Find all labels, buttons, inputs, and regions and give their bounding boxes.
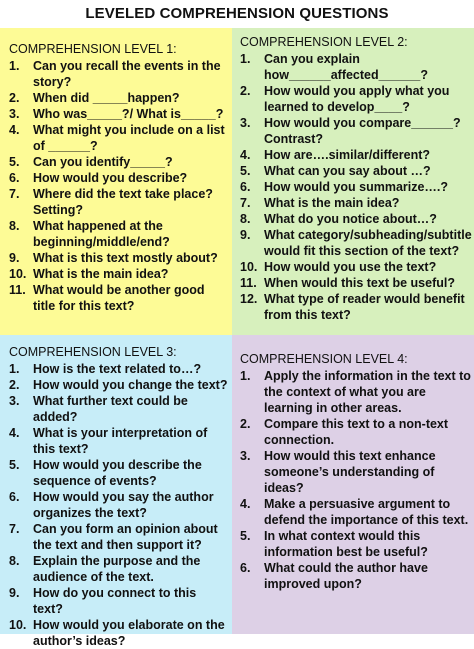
question-text: What would be another good title for this text? — [33, 283, 205, 313]
question-text: What is the main idea? — [33, 267, 169, 281]
question-number: 6. — [9, 171, 20, 185]
question-number: 2. — [240, 417, 251, 431]
question-number: 5. — [240, 529, 251, 543]
question-text: Can you identify_____? — [33, 155, 173, 169]
question-text: What could the author have improved upon? — [264, 561, 428, 591]
question-number: 9. — [9, 586, 20, 600]
question-item — [9, 377, 228, 393]
level-4-heading: COMPREHENSION LEVEL 4: — [240, 352, 408, 366]
question-text: What might you include on a list of ______? — [33, 123, 225, 153]
question-text: What is the main idea? — [264, 196, 400, 210]
question-number: 6. — [240, 561, 251, 575]
question-number: 1. — [9, 59, 20, 73]
question-item — [9, 266, 228, 282]
question-text: Make a persuasive argument to defend the importance of this text. — [264, 497, 469, 527]
question-text: Who was_____?/ What is_____? — [33, 107, 224, 121]
question-number: 5. — [9, 458, 20, 472]
question-item — [9, 186, 228, 218]
question-number: 1. — [240, 369, 251, 383]
question-text: What is this text mostly about? — [33, 251, 218, 265]
question-text: Compare this text to a non-text connection. — [264, 417, 449, 447]
question-number: 8. — [9, 219, 20, 233]
question-text: Apply the information in the text to the context of what you are learning in other areas. — [264, 369, 471, 415]
question-item — [240, 147, 472, 163]
question-text: How would you describe the sequence of events? — [33, 458, 202, 488]
question-item — [240, 227, 472, 259]
question-number: 6. — [240, 180, 251, 194]
question-text: Can you explain how______affected______? — [264, 52, 428, 82]
question-number: 1. — [240, 52, 251, 66]
question-number: 7. — [9, 522, 20, 536]
question-number: 3. — [9, 394, 20, 408]
question-number: 7. — [9, 187, 20, 201]
question-text: How would this text enhance someone’s understanding of ideas? — [264, 449, 436, 495]
level-1-heading: COMPREHENSION LEVEL 1: — [9, 42, 177, 56]
question-text: Can you form an opinion about the text and then support it? — [33, 522, 218, 552]
question-text: What type of reader would benefit from this text? — [264, 292, 465, 322]
level-3-list — [9, 361, 228, 649]
level-3-panel — [0, 335, 232, 648]
question-number: 7. — [240, 196, 251, 210]
question-number: 5. — [9, 155, 20, 169]
question-text: How would you change the text? — [33, 378, 228, 392]
question-item — [240, 496, 472, 528]
question-text: What do you notice about…? — [264, 212, 437, 226]
question-item — [240, 179, 472, 195]
question-number: 3. — [240, 449, 251, 463]
question-item — [9, 457, 228, 489]
question-item — [9, 154, 228, 170]
question-item — [9, 250, 228, 266]
question-item — [240, 560, 472, 592]
question-item — [9, 58, 228, 90]
question-number: 12. — [240, 292, 258, 306]
question-item — [9, 170, 228, 186]
level-1-list — [9, 58, 228, 314]
question-item — [240, 368, 472, 416]
question-number: 8. — [240, 212, 251, 226]
question-text: When did _____happen? — [33, 91, 180, 105]
question-text: When would this text be useful? — [264, 276, 455, 290]
question-item — [240, 275, 472, 291]
level-1-panel — [0, 28, 232, 335]
question-item — [9, 122, 228, 154]
question-item — [9, 617, 228, 649]
question-number: 2. — [9, 91, 20, 105]
question-item — [9, 425, 228, 457]
question-text: How would you summarize….? — [264, 180, 449, 194]
level-2-list — [240, 51, 472, 323]
question-number: 8. — [9, 554, 20, 568]
question-item — [240, 195, 472, 211]
question-item — [240, 259, 472, 275]
question-item — [240, 448, 472, 496]
level-4-list — [240, 368, 472, 592]
level-3-heading: COMPREHENSION LEVEL 3: — [9, 345, 177, 359]
levels-grid — [0, 28, 474, 648]
question-number: 4. — [240, 148, 251, 162]
question-text: What can you say about …? — [264, 164, 431, 178]
question-text: How would you describe? — [33, 171, 188, 185]
question-text: What category/subheading/subtitle would fit this section of the text? — [264, 228, 472, 258]
question-item — [9, 553, 228, 585]
page-title: LEVELED COMPREHENSION QUESTIONS — [85, 5, 389, 22]
question-text: How do you connect to this text? — [33, 586, 197, 616]
question-item — [9, 585, 228, 617]
question-text: Explain the purpose and the audience of the text. — [33, 554, 201, 584]
question-item — [9, 218, 228, 250]
level-2-panel — [232, 28, 474, 335]
question-number: 4. — [9, 426, 20, 440]
question-item — [9, 393, 228, 425]
question-text: How are….similar/different? — [264, 148, 431, 162]
question-text: Where did the text take place? Setting? — [33, 187, 213, 217]
question-number: 4. — [9, 123, 20, 137]
question-number: 2. — [9, 378, 20, 392]
question-item — [9, 282, 228, 314]
level-2-heading: COMPREHENSION LEVEL 2: — [240, 35, 408, 49]
question-number: 1. — [9, 362, 20, 376]
question-number: 10. — [9, 618, 27, 632]
question-item — [240, 163, 472, 179]
question-number: 11. — [240, 276, 257, 290]
question-number: 3. — [9, 107, 20, 121]
question-number: 4. — [240, 497, 251, 511]
question-text: What further text could be added? — [33, 394, 188, 424]
question-text: How would you compare______? Contrast? — [264, 116, 461, 146]
question-text: Can you recall the events in the story? — [33, 59, 221, 89]
question-item — [9, 90, 228, 106]
question-text: In what context would this information best be useful? — [264, 529, 428, 559]
question-text: How would you elaborate on the author’s ideas? — [33, 618, 225, 648]
question-number: 11. — [9, 283, 26, 297]
question-number: 9. — [240, 228, 251, 242]
question-item — [240, 291, 472, 323]
question-number: 10. — [9, 267, 27, 281]
question-number: 3. — [240, 116, 251, 130]
level-4-panel — [232, 335, 474, 634]
question-text: How would you say the author organizes the text? — [33, 490, 214, 520]
question-item — [240, 211, 472, 227]
question-item — [9, 521, 228, 553]
question-number: 10. — [240, 260, 258, 274]
question-text: What is your interpretation of this text? — [33, 426, 208, 456]
question-item — [9, 106, 228, 122]
question-number: 5. — [240, 164, 251, 178]
question-text: How would you apply what you learned to develop____? — [264, 84, 450, 114]
question-text: How would you use the text? — [264, 260, 437, 274]
question-item — [240, 83, 472, 115]
question-item — [240, 51, 472, 83]
question-item — [9, 361, 228, 377]
question-number: 2. — [240, 84, 251, 98]
question-number: 9. — [9, 251, 20, 265]
question-item — [240, 416, 472, 448]
question-number: 6. — [9, 490, 20, 504]
question-text: What happened at the beginning/middle/end? — [33, 219, 170, 249]
question-item — [9, 489, 228, 521]
question-text: How is the text related to…? — [33, 362, 202, 376]
question-item — [240, 528, 472, 560]
question-item — [240, 115, 472, 147]
